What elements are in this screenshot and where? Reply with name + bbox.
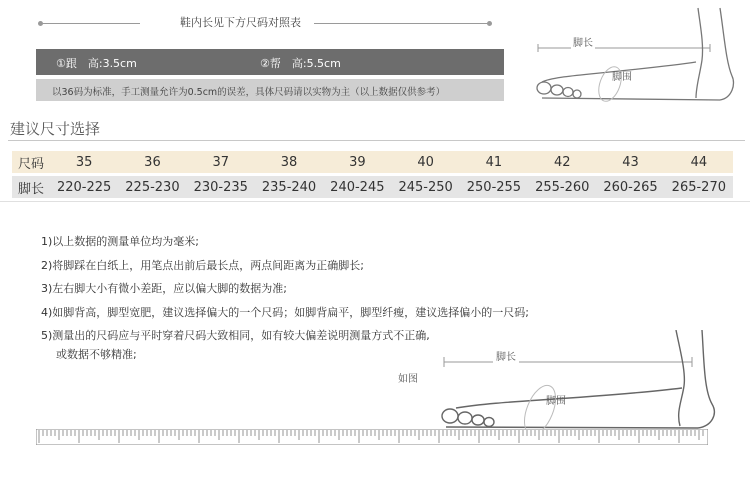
length-cell: 220-225 — [50, 176, 118, 198]
length-cell: 230-235 — [187, 176, 255, 198]
length-cell: 245-250 — [391, 176, 459, 198]
size-cell: 39 — [323, 151, 391, 173]
length-cell: 250-255 — [460, 176, 528, 198]
note-bar — [36, 79, 504, 101]
length-row — [12, 176, 733, 198]
length-cell: 265-270 — [665, 176, 733, 198]
section-title: 建议尺寸选择 — [10, 120, 101, 138]
heel-height: ①跟 高:3.5cm — [56, 57, 137, 70]
size-cell: 38 — [255, 151, 323, 173]
spec-bar — [36, 49, 504, 75]
header-line-left — [40, 23, 140, 24]
bottom-foot-diagram — [430, 330, 720, 430]
size-cell: 43 — [596, 151, 664, 173]
size-cell: 44 — [665, 151, 733, 173]
size-cell: 41 — [460, 151, 528, 173]
section-separator — [0, 201, 750, 202]
bottom-side-label: 如图 — [398, 374, 418, 385]
size-cell: 40 — [391, 151, 459, 173]
top-foot-diagram — [520, 4, 745, 104]
length-cell: 235-240 — [255, 176, 323, 198]
size-row-label: 尺码 — [12, 151, 50, 173]
note-item: 1)以上数据的测量单位均为毫米; — [41, 235, 199, 248]
chart-header — [40, 14, 490, 32]
length-cell: 255-260 — [528, 176, 596, 198]
length-cell: 225-230 — [118, 176, 186, 198]
bottom-length-label: 脚长 — [493, 348, 519, 363]
top-length-label: 脚长 — [571, 34, 595, 49]
size-cell: 35 — [50, 151, 118, 173]
measuring-ruler — [36, 429, 708, 445]
note-item: 2)将脚踩在白纸上，用笔点出前后最长点，两点间距离为正确脚长; — [41, 258, 364, 272]
size-row — [12, 151, 733, 173]
top-girth-label: 脚围 — [612, 72, 632, 83]
vamp-height: ②帮 高:5.5cm — [260, 57, 341, 70]
length-cell: 260-265 — [596, 176, 664, 198]
length-cell: 240-245 — [323, 176, 391, 198]
note-item-continued: 或数据不够精准; — [56, 347, 137, 361]
size-cell: 36 — [118, 151, 186, 173]
header-line-right — [314, 23, 490, 24]
header-title: 鞋内长见下方尺码对照表 — [180, 16, 301, 29]
note-item: 4)如脚背高，脚型宽肥，建议选择偏大的一个尺码；如脚背扁平，脚型纤瘦，建议选择偏小的一尺码; — [41, 305, 529, 319]
bottom-girth-label: 脚围 — [546, 396, 566, 407]
size-cell: 37 — [187, 151, 255, 173]
note-item: 5)测量出的尺码应与平时穿着尺码大致相同，如有较大偏差说明测量方式不正确, — [41, 329, 430, 342]
size-table — [12, 151, 733, 198]
note-item: 3)左右脚大小有微小差距，应以偏大脚的数据为准; — [41, 282, 287, 295]
length-row-label: 脚长 — [12, 176, 50, 198]
size-cell: 42 — [528, 151, 596, 173]
note-text: 以36码为标准，手工测量允许为0.5cm的误差，具体尺码请以实物为主（以上数据仅供参考） — [52, 87, 446, 98]
section-divider — [8, 140, 745, 141]
